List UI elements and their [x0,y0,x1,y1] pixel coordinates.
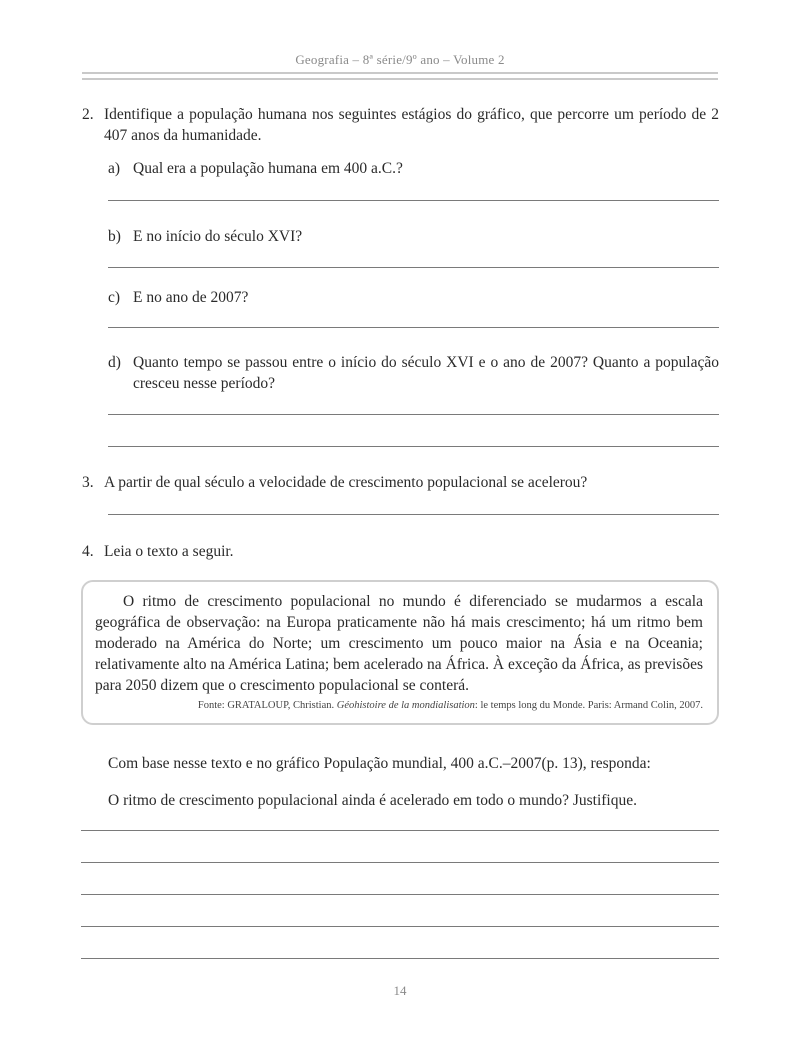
item-label: c) [108,289,121,306]
question-4 [82,541,719,562]
question-number: 3. [82,474,94,491]
answer-line[interactable] [108,200,719,201]
question-number: 4. [82,543,94,560]
instruction-text: Com base nesse texto e no gráfico População mundial, 400 a.C.–2007(p. 13), responda: [108,755,651,772]
item-2b [108,226,719,247]
question-text: A partir de qual século a velocidade de crescimento populacional se acelerou? [104,474,588,491]
item-2c [108,287,719,308]
item-label: a) [108,160,121,177]
running-header: Geografia – 8ª série/9º ano – Volume 2 [295,52,505,67]
item-text: Qual era a população humana em 400 a.C.? [133,160,403,177]
header-rule [82,72,718,80]
item-2a [108,158,719,179]
item-label: d) [108,354,121,371]
question-number: 2. [82,106,94,123]
item-label: b) [108,228,121,245]
source-suffix: : le temps long du Monde. Paris: Armand Colin, 2007. [474,700,703,711]
question-text: Identifique a população humana nos seguintes estágios do gráfico, que percorre um período de 2 407 anos da humanidade. [104,106,719,144]
answer-line[interactable] [81,894,719,895]
answer-line[interactable] [81,830,719,831]
question-2 [82,104,719,146]
answer-line[interactable] [108,514,719,515]
item-text: E no início do século XVI? [133,228,303,245]
source-prefix: Fonte: GRATALOUP, Christian. [197,700,337,711]
answer-line[interactable] [108,446,719,447]
answer-line[interactable] [81,958,719,959]
item-text: E no ano de 2007? [133,289,249,306]
item-2d [108,352,719,394]
answer-line[interactable] [81,862,719,863]
source-title: Géohistoire de la mondialisation [336,700,475,711]
item-text: Quanto tempo se passou entre o início do século XVI e o ano de 2007? Quanto a população cresceu nesse período? [133,354,719,392]
page-number: 14 [393,983,407,998]
excerpt-source [198,700,703,711]
excerpt-text: O ritmo de crescimento populacional no mundo é diferenciado se mudarmos a escala geográfica de observação: na Europa praticamente não há mais crescimento; há um ritmo bem moderado na América do Norte; um crescimento um pouco maior na Ásia e na Oceania; relativamente alto na América Latina; bem acelerado na África. À exceção da África, as previsões para 2050 dizem que o crescimento populacional se conterá. [95,593,703,694]
answer-line[interactable] [81,926,719,927]
question-4-prompt: O ritmo de crescimento populacional ainda é acelerado em todo o mundo? Justifique. [108,792,637,809]
answer-line[interactable] [108,327,719,328]
question-3 [82,472,719,493]
answer-line[interactable] [108,414,719,415]
question-text: Leia o texto a seguir. [104,543,234,560]
answer-line[interactable] [108,267,719,268]
